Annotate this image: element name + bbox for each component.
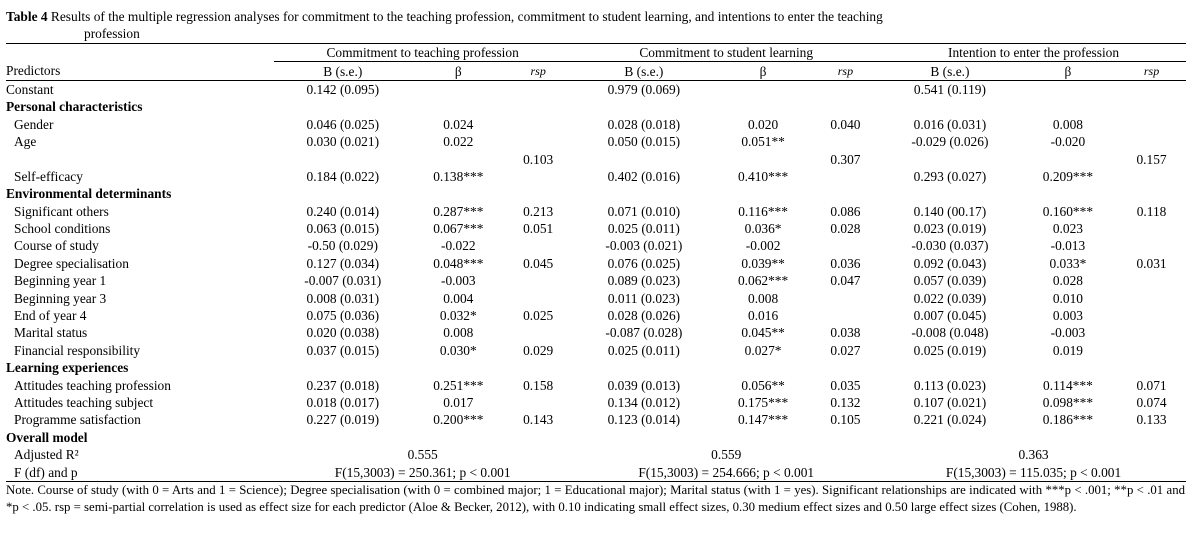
table-row [6, 324, 1186, 341]
table-row [6, 394, 1186, 411]
table-cell: 0.133 [1136, 412, 1167, 428]
table-cell: 0.023 [1052, 221, 1083, 237]
table-cell: 0.107 (0.021) [913, 395, 987, 410]
table-cell: 0.160*** [1042, 203, 1094, 219]
table-cell [716, 80, 809, 98]
table-cell: 0.045 [523, 255, 554, 271]
table-row [6, 272, 1186, 289]
row-label: Marital status [14, 325, 88, 341]
table-row [6, 307, 1186, 324]
table-cell: -0.50 (0.029) [307, 238, 378, 254]
table-cell: 0.184 (0.022) [306, 168, 380, 184]
table-cell [412, 80, 505, 98]
table-cell: 0.051 [523, 221, 554, 237]
table-cell: 0.032* [439, 308, 477, 324]
table-cell [1117, 116, 1186, 133]
b-header: B (s.e.) [881, 62, 1019, 80]
table-cell: 0.046 (0.025) [306, 116, 380, 132]
rsp-header: rsp [810, 62, 881, 80]
table-cell [1019, 150, 1117, 167]
table-cell: 0.140 (00.17) [913, 203, 987, 219]
table-cell: 0.036* [744, 221, 782, 237]
table-cell: 0.063 (0.015) [306, 221, 380, 237]
table-row [6, 80, 1186, 98]
table-cell: 0.138*** [433, 168, 484, 184]
table-cell: 0.086 [830, 203, 861, 219]
section-row [6, 359, 1186, 376]
row-label: Beginning year 1 [14, 273, 107, 289]
row-label: Financial responsibility [14, 342, 141, 358]
table-cell: 0.007 (0.045) [913, 308, 987, 324]
row-label: Course of study [14, 238, 99, 254]
table-cell: 0.020 [748, 116, 779, 132]
table-cell: 0.293 (0.027) [913, 168, 987, 184]
table-cell: 0.067*** [433, 221, 484, 237]
table-cell: 0.028 [1052, 273, 1083, 289]
table-cell [1117, 272, 1186, 289]
table-cell: 0.047 [830, 273, 861, 289]
table-cell: 0.050 (0.015) [607, 134, 681, 150]
table-cell: 0.022 [443, 134, 474, 150]
table-cell: -0.020 [1050, 134, 1086, 150]
section-row [6, 429, 1186, 446]
table-cell [505, 272, 571, 289]
table-cell [274, 150, 412, 167]
table-cell: 0.016 (0.031) [913, 116, 987, 132]
group-header: Commitment to teaching profession [274, 44, 571, 62]
table-cell: 0.062*** [737, 273, 789, 289]
table-cell: 0.008 [443, 325, 474, 341]
table-cell: 0.200*** [433, 412, 484, 428]
table-cell: 0.127 (0.034) [306, 255, 380, 271]
table-cell: -0.003 [441, 273, 476, 289]
table-cell: 0.018 (0.017) [306, 395, 380, 410]
table-row [6, 203, 1186, 220]
table-cell [1117, 80, 1186, 98]
table-cell: 0.158 [523, 377, 554, 393]
section-heading: Overall model [6, 429, 88, 445]
table-cell: -0.003 (0.021) [605, 238, 683, 254]
table-cell: 0.008 (0.031) [306, 290, 380, 306]
table-cell [1117, 220, 1186, 237]
table-cell: 0.038 [830, 325, 861, 341]
group-header: Intention to enter the profession [881, 44, 1186, 62]
section-heading: Environmental determinants [6, 186, 172, 202]
table-cell [505, 80, 571, 98]
predictors-header: Predictors [6, 62, 274, 80]
table-cell [505, 116, 571, 133]
table-cell: -0.030 (0.037) [911, 238, 989, 254]
f-test-row [6, 463, 1186, 481]
row-label: Attitudes teaching subject [14, 395, 154, 410]
table-cell: -0.029 (0.026) [911, 134, 989, 150]
table-cell: 0.048*** [433, 255, 484, 271]
table-cell: 0.307 [830, 151, 861, 167]
table-cell: -0.008 (0.048) [911, 325, 989, 341]
table-row [6, 133, 1186, 150]
table-cell [1117, 324, 1186, 341]
table-cell: -0.022 [441, 238, 476, 254]
table-cell [505, 168, 571, 185]
table-cell: 0.028 (0.018) [607, 116, 681, 132]
row-label: Gender [14, 116, 54, 132]
table-cell [412, 150, 505, 167]
table-cell: 0.011 (0.023) [607, 290, 680, 306]
table-cell [505, 324, 571, 341]
table-cell: 0.020 (0.038) [306, 325, 380, 341]
table-cell: -0.087 (0.028) [605, 325, 683, 341]
rsp-header: rsp [1117, 62, 1186, 80]
beta-header: β [412, 62, 505, 80]
table-row [6, 237, 1186, 254]
table-cell: -0.013 [1050, 238, 1086, 254]
section-heading: Learning experiences [6, 360, 129, 376]
adjusted-r2-row [6, 446, 1186, 463]
table-cell [1117, 133, 1186, 150]
table-row [6, 150, 1186, 167]
table-cell: 0.039 (0.013) [607, 377, 681, 393]
table-cell [810, 289, 881, 306]
table-cell: 0.116*** [738, 203, 788, 219]
b-header: B (s.e.) [571, 62, 716, 80]
table-cell: 0.025 (0.011) [607, 221, 680, 237]
row-label: Constant [6, 81, 54, 97]
table-cell: 0.114*** [1043, 377, 1093, 393]
table-cell: 0.040 [830, 116, 861, 132]
table-label: Table 4 [6, 9, 48, 24]
table-cell: 0.031 [1136, 255, 1167, 271]
table-cell: 0.134 (0.012) [607, 395, 681, 410]
table-cell: 0.113 (0.023) [913, 377, 986, 393]
table-row [6, 411, 1186, 428]
table-cell [1019, 80, 1117, 98]
table-row [6, 116, 1186, 133]
table-cell: 0.057 (0.039) [913, 273, 987, 289]
table-cell: 0.237 (0.018) [306, 377, 380, 393]
table-cell: 0.028 (0.026) [607, 308, 681, 324]
row-label: Degree specialisation [14, 255, 129, 271]
table-body [6, 80, 1186, 446]
table-cell: 0.027* [744, 342, 782, 358]
row-label: Self-efficacy [14, 168, 83, 184]
table-cell [716, 150, 809, 167]
table-cell: 0.076 (0.025) [607, 255, 681, 271]
table-cell: 0.023 (0.019) [913, 221, 987, 237]
table-cell: 0.010 [1052, 290, 1083, 306]
table-cell: 0.240 (0.014) [306, 203, 380, 219]
table-cell: 0.024 [443, 116, 474, 132]
adjusted-r2-value: 0.363 [1018, 447, 1049, 463]
table-cell [1117, 237, 1186, 254]
table-cell: 0.056** [741, 377, 785, 393]
table-cell: 0.186*** [1042, 412, 1094, 428]
row-label: Adjusted R² [14, 447, 79, 463]
rsp-header: rsp [505, 62, 571, 80]
row-label: Beginning year 3 [14, 290, 107, 306]
group-header: Commitment to student learning [571, 44, 881, 62]
table-cell: 0.105 [830, 412, 861, 428]
table-cell: 0.008 [748, 290, 779, 306]
table-cell: 0.071 (0.010) [607, 203, 681, 219]
table-cell: 0.003 [1052, 308, 1083, 324]
table-cell: 0.143 [523, 412, 554, 428]
table-cell: 0.209*** [1042, 168, 1094, 184]
table-cell: 0.103 [523, 151, 554, 167]
f-test-value: F(15,3003) = 254.666; p < 0.001 [571, 463, 881, 481]
b-header: B (s.e.) [274, 62, 412, 80]
table-cell: 0.092 (0.043) [913, 255, 987, 271]
table-cell: -0.002 [745, 238, 781, 254]
table-cell: 0.035 [830, 377, 861, 393]
table-cell: 0.019 [1052, 342, 1083, 358]
group-header-row [6, 44, 1186, 62]
table-cell: 0.029 [523, 342, 554, 358]
table-cell: 0.147*** [737, 412, 789, 428]
table-cell: 0.051** [741, 134, 785, 150]
table-cell: 0.045** [741, 325, 785, 341]
table-cell: 0.028 [830, 221, 861, 237]
column-header-row [6, 62, 1186, 80]
table-cell [810, 80, 881, 98]
row-label: School conditions [14, 221, 111, 237]
section-row [6, 98, 1186, 115]
table-title-continued: profession [84, 26, 140, 41]
table-cell: 0.541 (0.119) [913, 81, 986, 97]
table-cell [505, 394, 571, 411]
table-cell: 0.089 (0.023) [607, 273, 681, 289]
row-label: Significant others [14, 203, 109, 219]
table-cell: 0.132 [830, 395, 861, 410]
table-row [6, 342, 1186, 359]
section-row [6, 185, 1186, 202]
table-cell: 0.027 [830, 342, 861, 358]
table-cell: 0.025 [523, 308, 554, 324]
table-cell: 0.979 (0.069) [607, 81, 681, 97]
table-caption [6, 8, 1191, 42]
model-fit [6, 446, 1186, 481]
row-label: Age [14, 134, 37, 150]
row-label: Programme satisfaction [14, 412, 141, 428]
adjusted-r2-value: 0.559 [711, 447, 742, 463]
table-cell [505, 289, 571, 306]
row-label: Attitudes teaching profession [14, 377, 171, 393]
table-cell: 0.074 [1136, 395, 1167, 410]
table-cell: 0.075 (0.036) [306, 308, 380, 324]
table-cell: 0.004 [443, 290, 474, 306]
table-cell: 0.410*** [737, 168, 789, 184]
table-cell: -0.003 [1050, 325, 1086, 341]
table-cell [810, 307, 881, 324]
table-cell: 0.213 [523, 203, 554, 219]
table-cell [1117, 342, 1186, 359]
table-cell [810, 133, 881, 150]
table-row [6, 255, 1186, 272]
section-heading: Personal characteristics [6, 99, 143, 115]
table-cell: 0.118 [1136, 203, 1167, 219]
table-cell [571, 150, 716, 167]
table-cell: 0.025 (0.019) [913, 342, 987, 358]
table-cell: 0.030 (0.021) [306, 134, 380, 150]
table-cell [810, 237, 881, 254]
table-note: Note. Course of study (with 0 = Arts and 1 = Science); Degree specialisation (with 0 = combined major; 1 = Educational major); Marital status (with 1 = yes). Significant relationships are indicated with ***p < .001; **p < .01 and *p < .05. rsp = semi-partial correlation is used as effect size for each predictor (Aloe & Becker, 2012), with 0.10 indicating small effect sizes, 0.30 medium effect sizes and 0.50 large effect sizes (Cohen, 1988). [6, 482, 1185, 514]
table-cell: -0.007 (0.031) [304, 273, 382, 289]
table-cell: 0.008 [1052, 116, 1083, 132]
table-cell: 0.142 (0.095) [306, 81, 380, 97]
adjusted-r2-value: 0.555 [407, 447, 438, 463]
table-cell [810, 168, 881, 185]
table-cell: 0.025 (0.011) [607, 342, 680, 358]
beta-header: β [1019, 62, 1117, 80]
table-cell: 0.251*** [433, 377, 484, 393]
row-label: End of year 4 [14, 308, 87, 324]
table-row [6, 220, 1186, 237]
table-cell: 0.036 [830, 255, 861, 271]
table-cell [505, 133, 571, 150]
table-cell: 0.287*** [433, 203, 484, 219]
f-test-value: F(15,3003) = 250.361; p < 0.001 [274, 463, 571, 481]
table-cell [1117, 168, 1186, 185]
table-row [6, 376, 1186, 393]
table-title: Results of the multiple regression analyses for commitment to the teaching profession, commitment to student learning, and intentions to enter the teaching [50, 9, 883, 24]
f-test-value: F(15,3003) = 115.035; p < 0.001 [881, 463, 1186, 481]
table-cell: 0.175*** [737, 395, 789, 410]
table-cell: 0.030* [439, 342, 477, 358]
table-cell: 0.402 (0.016) [607, 168, 681, 184]
table-cell: 0.227 (0.019) [306, 412, 380, 428]
table-cell: 0.123 (0.014) [607, 412, 681, 428]
table-cell: 0.157 [1136, 151, 1167, 167]
table-cell: 0.017 [443, 395, 474, 410]
table-cell [881, 150, 1019, 167]
table-cell [1117, 289, 1186, 306]
regression-table [6, 43, 1186, 482]
table-cell: 0.016 [748, 308, 779, 324]
table-cell: 0.071 [1136, 377, 1167, 393]
table-row [6, 289, 1186, 306]
table-cell: 0.039** [741, 255, 785, 271]
row-label: F (df) and p [6, 463, 274, 481]
table-cell [505, 237, 571, 254]
table-cell: 0.022 (0.039) [913, 290, 987, 306]
table-cell: 0.033* [1049, 255, 1087, 271]
beta-header: β [716, 62, 809, 80]
table-cell: 0.221 (0.024) [913, 412, 987, 428]
table-cell: 0.037 (0.015) [306, 342, 380, 358]
row-label [6, 150, 274, 167]
table-cell [1117, 307, 1186, 324]
table-cell: 0.098*** [1042, 395, 1094, 410]
table-row [6, 168, 1186, 185]
